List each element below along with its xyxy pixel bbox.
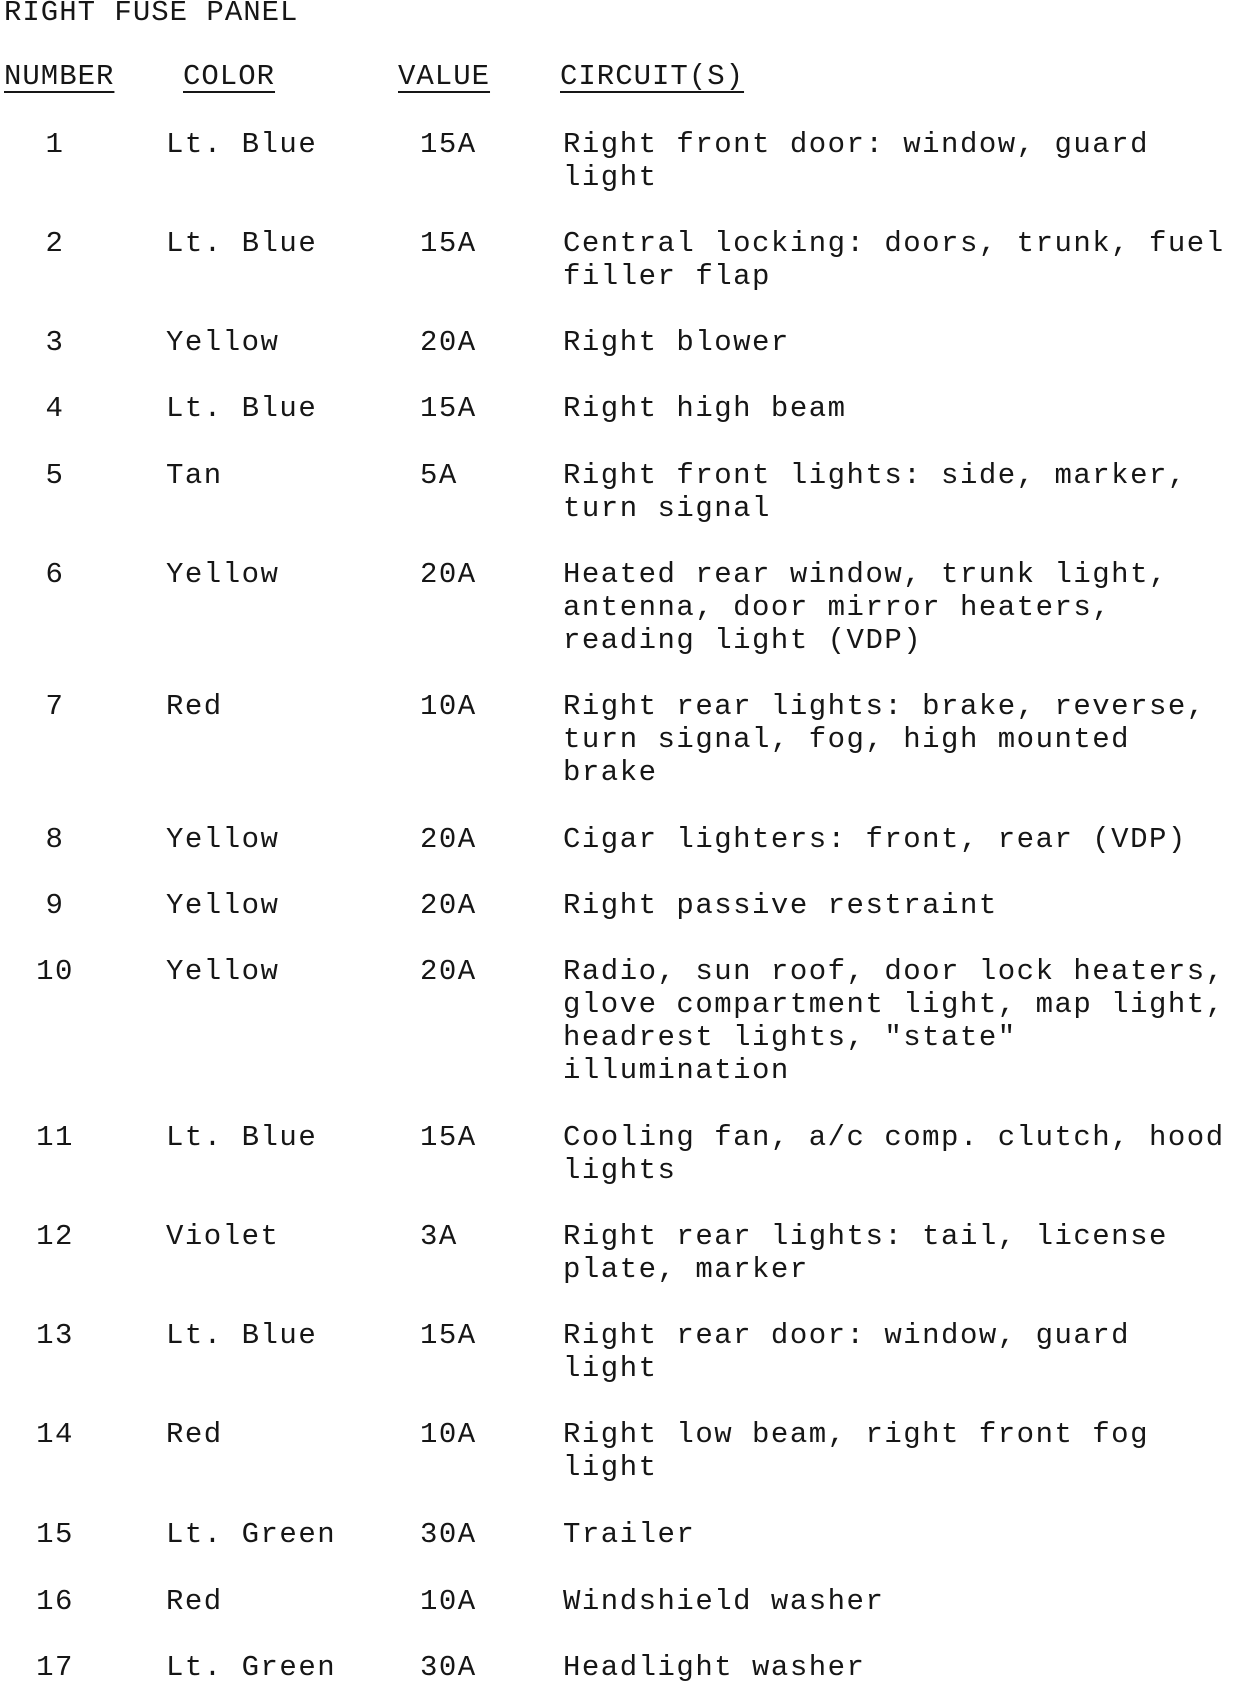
fuse-circuits: Central locking: doors, trunk, fuel filler flap (563, 227, 1225, 293)
fuse-circuits: Right front door: window, guard light (563, 128, 1149, 194)
column-header-number: NUMBER (4, 60, 115, 93)
fuse-number: 1 (45, 128, 65, 161)
fuse-color: Red (166, 1585, 223, 1618)
fuse-number: 8 (45, 823, 65, 856)
fuse-color: Yellow (166, 326, 280, 359)
fuse-value: 30A (420, 1518, 477, 1551)
fuse-color: Tan (166, 459, 223, 492)
fuse-circuits: Right rear lights: brake, reverse, turn signal, fog, high mounted brake (563, 690, 1206, 789)
fuse-circuits: Cooling fan, a/c comp. clutch, hood lights (563, 1121, 1225, 1187)
fuse-number: 17 (36, 1651, 74, 1684)
fuse-circuits: Right rear door: window, guard light (563, 1319, 1131, 1385)
fuse-number: 15 (36, 1518, 74, 1551)
fuse-value: 15A (420, 128, 477, 161)
fuse-circuits: Windshield washer (563, 1585, 885, 1618)
fuse-circuits: Trailer (563, 1518, 696, 1551)
fuse-value: 20A (420, 326, 477, 359)
fuse-circuits: Right blower (563, 326, 790, 359)
fuse-circuits: Headlight washer (563, 1651, 866, 1684)
column-header-color: COLOR (183, 60, 276, 93)
fuse-number: 7 (45, 690, 65, 723)
fuse-color: Lt. Blue (166, 227, 318, 260)
fuse-number: 9 (45, 889, 65, 922)
fuse-circuits: Right low beam, right front fog light (563, 1418, 1149, 1484)
fuse-circuits: Radio, sun roof, door lock heaters, glove compartment light, map light, headrest lights, "state" illumination (563, 955, 1225, 1087)
fuse-number: 3 (45, 326, 65, 359)
fuse-number: 5 (45, 459, 65, 492)
fuse-number: 11 (36, 1121, 74, 1154)
fuse-value: 5A (420, 459, 458, 492)
fuse-number: 10 (36, 955, 74, 988)
fuse-color: Yellow (166, 823, 280, 856)
fuse-number: 4 (45, 392, 65, 425)
fuse-circuits: Cigar lighters: front, rear (VDP) (563, 823, 1187, 856)
fuse-color: Violet (166, 1220, 280, 1253)
fuse-circuits: Right passive restraint (563, 889, 998, 922)
fuse-color: Lt. Green (166, 1651, 337, 1684)
fuse-value: 20A (420, 955, 477, 988)
fuse-color: Lt. Blue (166, 1319, 318, 1352)
fuse-value: 10A (420, 1418, 477, 1451)
fuse-value: 15A (420, 227, 477, 260)
fuse-color: Yellow (166, 889, 280, 922)
fuse-number: 6 (45, 558, 65, 591)
fuse-color: Lt. Blue (166, 1121, 318, 1154)
fuse-number: 2 (45, 227, 65, 260)
fuse-color: Red (166, 690, 223, 723)
fuse-color: Lt. Blue (166, 128, 318, 161)
fuse-color: Yellow (166, 955, 280, 988)
fuse-circuits: Right high beam (563, 392, 847, 425)
fuse-number: 12 (36, 1220, 74, 1253)
fuse-color: Yellow (166, 558, 280, 591)
fuse-value: 3A (420, 1220, 458, 1253)
column-header-circuits: CIRCUIT(S) (560, 60, 745, 93)
fuse-value: 30A (420, 1651, 477, 1684)
fuse-value: 20A (420, 558, 477, 591)
fuse-circuits: Heated rear window, trunk light, antenna, door mirror heaters, reading light (VDP) (563, 558, 1168, 657)
column-header-value: VALUE (398, 60, 491, 93)
fuse-color: Lt. Blue (166, 392, 318, 425)
fuse-circuits: Right front lights: side, marker, turn signal (563, 459, 1187, 525)
fuse-value: 10A (420, 1585, 477, 1618)
fuse-number: 16 (36, 1585, 74, 1618)
fuse-value: 20A (420, 823, 477, 856)
fuse-number: 14 (36, 1418, 74, 1451)
fuse-color: Lt. Green (166, 1518, 337, 1551)
fuse-value: 15A (420, 392, 477, 425)
fuse-number: 13 (36, 1319, 74, 1352)
fuse-color: Red (166, 1418, 223, 1451)
fuse-circuits: Right rear lights: tail, license plate, marker (563, 1220, 1168, 1286)
fuse-value: 20A (420, 889, 477, 922)
fuse-value: 15A (420, 1121, 477, 1154)
page-title: RIGHT FUSE PANEL (4, 0, 299, 29)
fuse-value: 10A (420, 690, 477, 723)
fuse-value: 15A (420, 1319, 477, 1352)
